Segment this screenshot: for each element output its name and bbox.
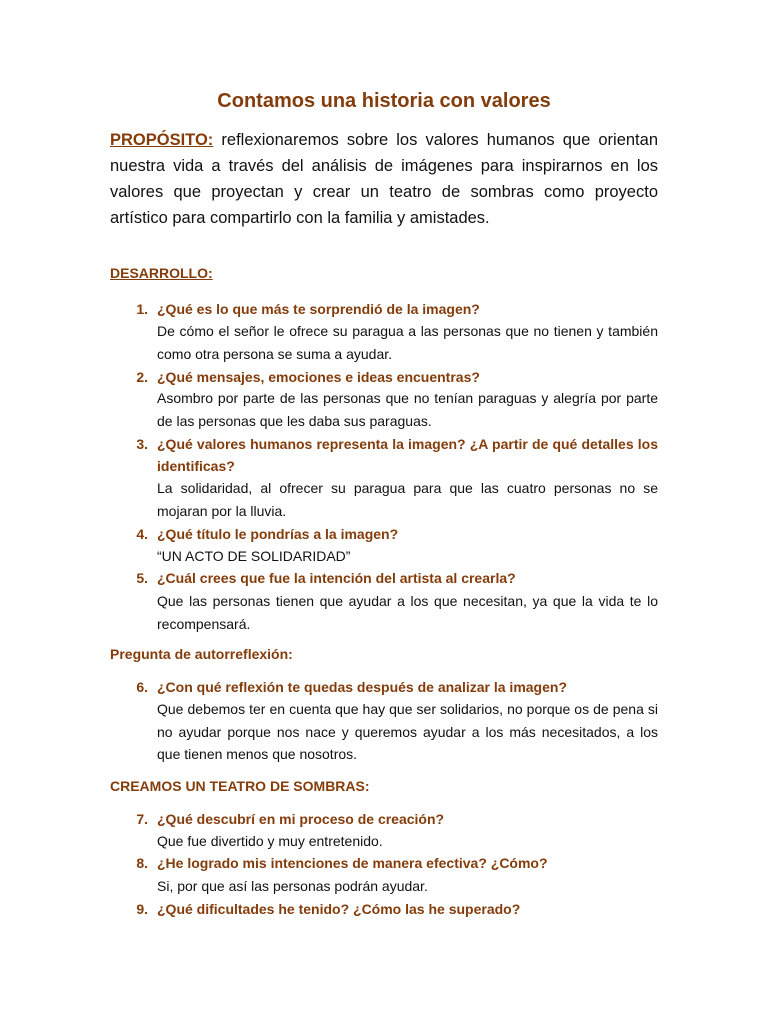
item-number: 9.	[136, 901, 148, 917]
item-answer: Que fue divertido y muy entretenido.	[157, 833, 383, 849]
item-question: ¿Qué título le pondrías a la imagen?	[157, 526, 399, 542]
item-question: ¿Qué descubrí en mi proceso de creación?	[157, 811, 445, 827]
item-number: 6.	[136, 679, 148, 695]
item-number: 7.	[136, 811, 148, 827]
item-answer: “UN ACTO DE SOLIDARIDAD”	[157, 548, 351, 564]
purpose-label: PROPÓSITO:	[110, 131, 214, 149]
item-number: 4.	[136, 526, 148, 542]
item-answer: Asombro por parte de las personas que no tenían paraguas y alegría por parte de las personas que les daba sus paraguas.	[157, 390, 658, 429]
item-answer: De cómo el señor le ofrece su paragua a las personas que no tienen y también como otra persona se suma a ayudar.	[157, 323, 658, 362]
item-question: ¿Qué mensajes, emociones e ideas encuentras?	[157, 369, 480, 385]
autorreflexion-heading: Pregunta de autorreflexión:	[110, 646, 293, 662]
purpose-text: reflexionaremos sobre los valores humanos que orientan nuestra vida a través del análisis de imágenes para inspirarnos en los valores que proyectan y crear un teatro de sombras como proyecto artístico para compartirlo con la familia y amistades.	[110, 131, 658, 227]
item-question: ¿Qué es lo que más te sorprendió de la imagen?	[157, 301, 480, 317]
item-question: ¿Cuál crees que fue la intención del artista al crearla?	[157, 570, 516, 586]
purpose-paragraph	[110, 127, 658, 231]
item-answer: Que debemos ter en cuenta que hay que ser solidarios, no porque os de pena si no ayudar porque nos nace y queremos ayudar a los más necesitados, a los que tienen menos que nosotros.	[157, 701, 658, 762]
item-number: 2.	[136, 369, 148, 385]
item-question: ¿Qué dificultades he tenido? ¿Cómo las he superado?	[157, 901, 521, 917]
item-answer: Que las personas tienen que ayudar a los que necesitan, ya que la vida te lo recompensará.	[157, 593, 658, 632]
item-question: ¿Con qué reflexión te quedas después de analizar la imagen?	[157, 679, 567, 695]
desarrollo-heading: DESARROLLO:	[110, 265, 213, 281]
item-question: ¿He logrado mis intenciones de manera efectiva? ¿Cómo?	[157, 855, 548, 871]
item-answer: La solidaridad, al ofrecer su paragua para que las cuatro personas no se mojaran por la lluvia.	[157, 480, 658, 519]
document-title: Contamos una historia con valores	[217, 90, 551, 112]
item-number: 5.	[136, 570, 148, 586]
item-question: ¿Qué valores humanos representa la imagen? ¿A partir de qué detalles los identificas?	[157, 436, 658, 474]
item-number: 8.	[136, 855, 148, 871]
teatro-heading: CREAMOS UN TEATRO DE SOMBRAS:	[110, 778, 370, 794]
item-number: 1.	[136, 301, 148, 317]
item-number: 3.	[136, 436, 148, 452]
item-answer: Si, por que así las personas podrán ayudar.	[157, 878, 428, 894]
